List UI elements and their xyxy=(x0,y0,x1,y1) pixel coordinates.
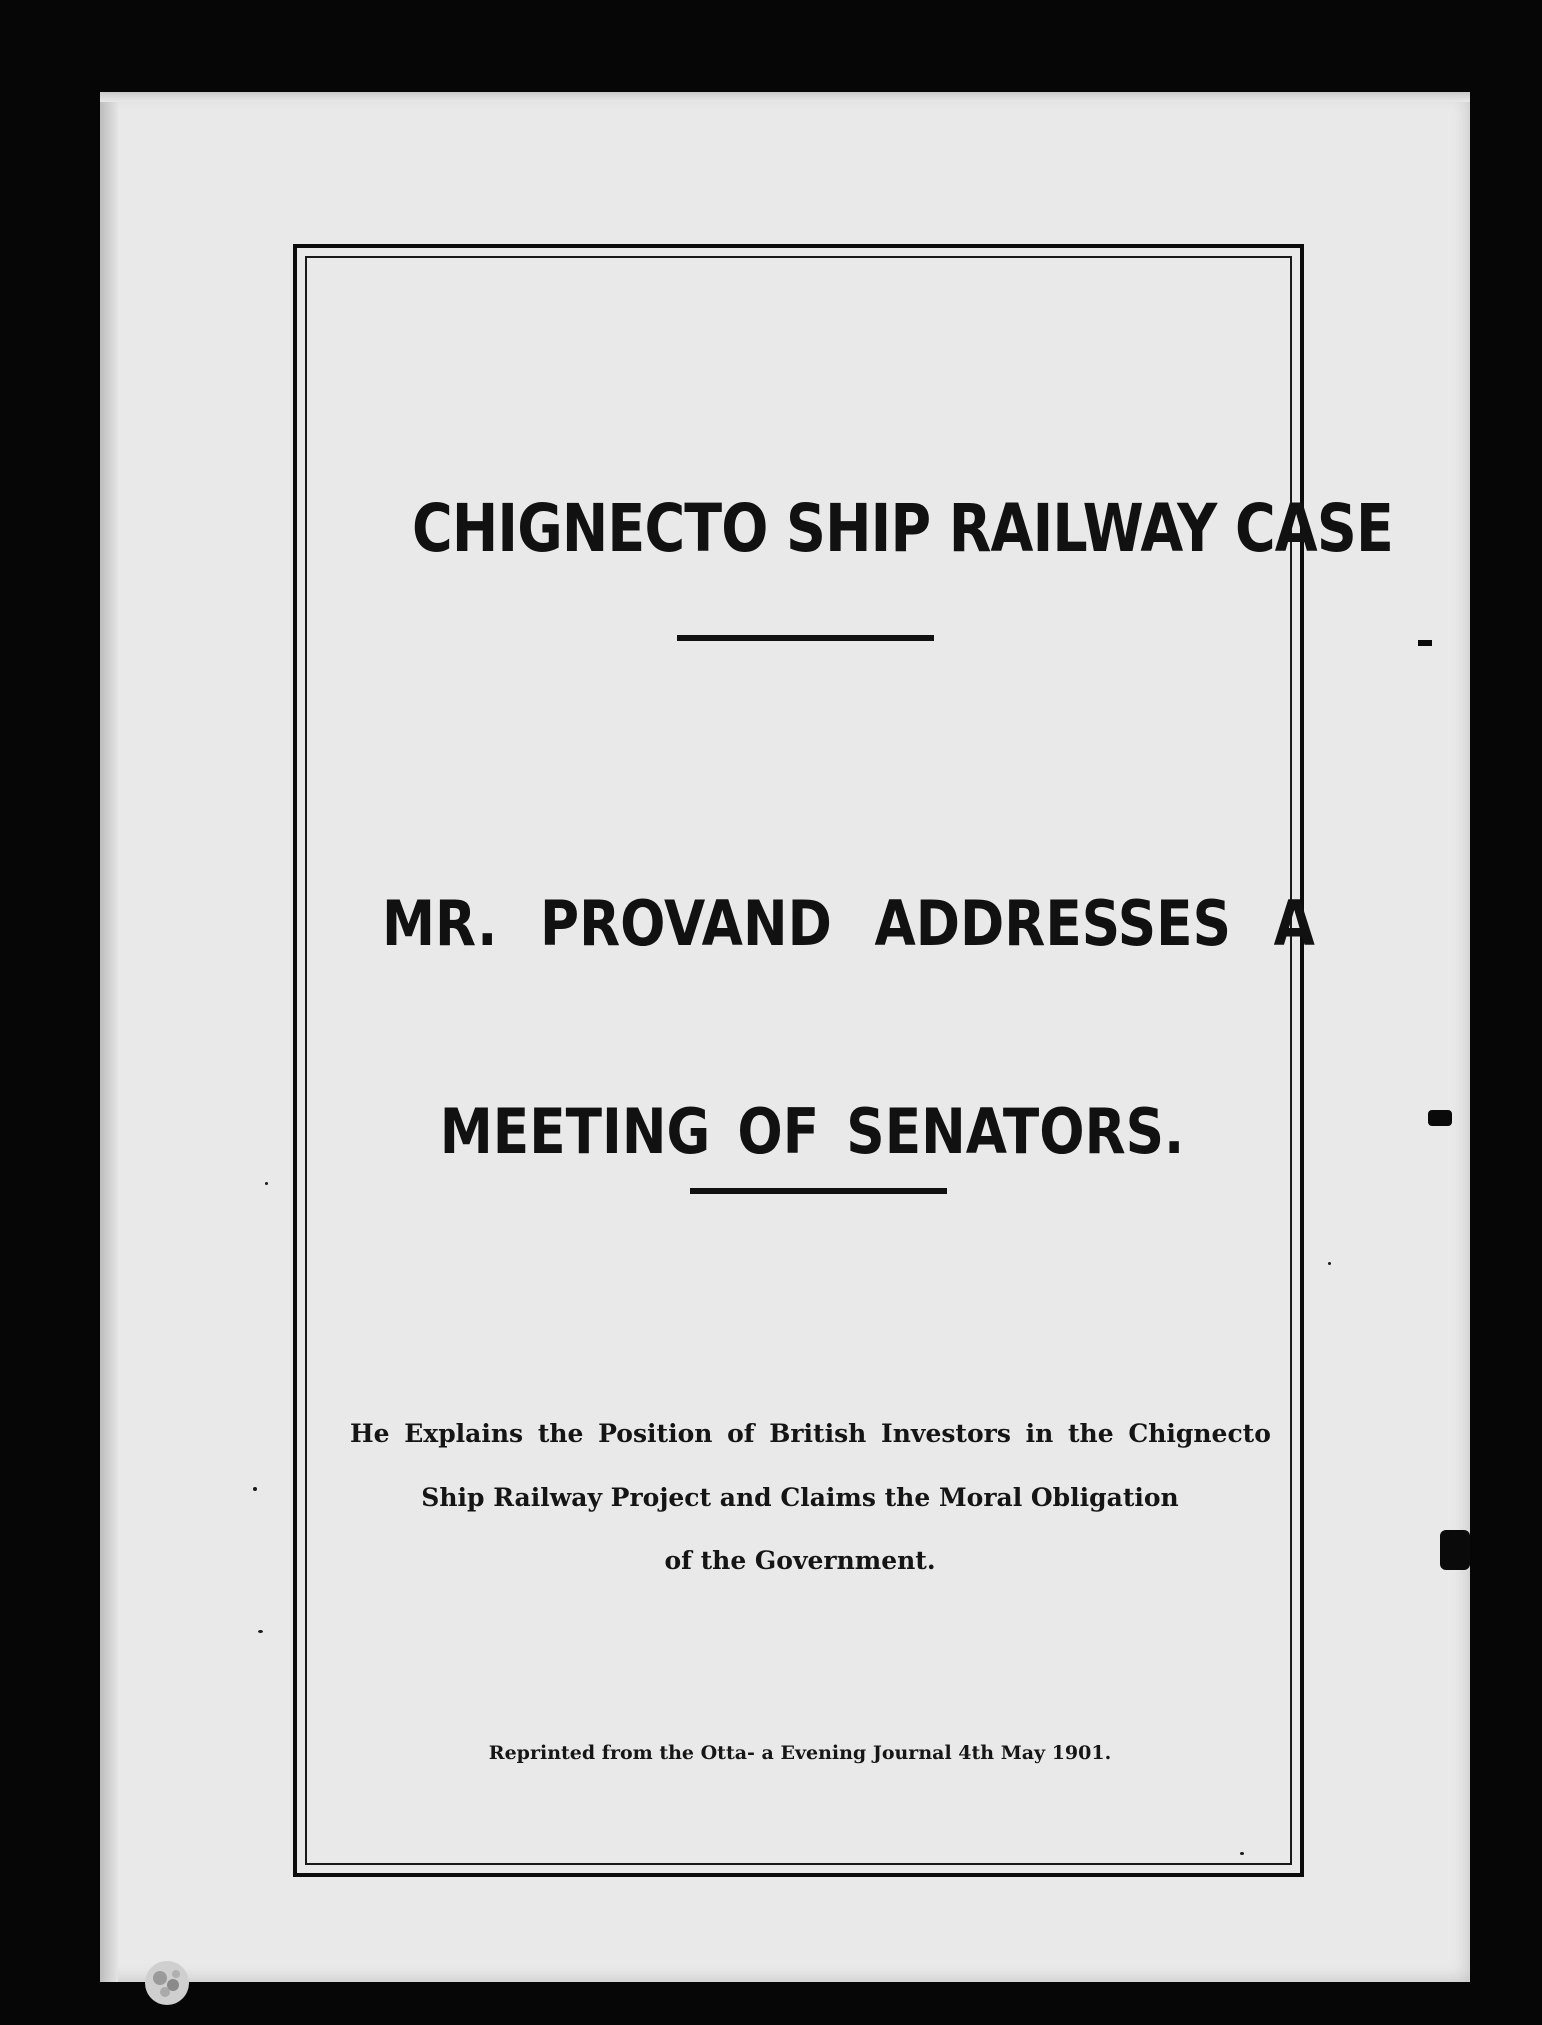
print-speck xyxy=(1328,1262,1331,1265)
page-edge-damage xyxy=(1418,640,1432,646)
print-speck xyxy=(258,1630,263,1633)
ink-smudge-mark xyxy=(138,1954,196,2012)
document-title: CHIGNECTO SHIP RAILWAY CASE xyxy=(412,490,1393,567)
summary-line-2: Ship Railway Project and Claims the Moral Obligation xyxy=(421,1483,1179,1512)
print-speck xyxy=(253,1487,257,1491)
summary-line-1: He Explains the Position of British Investors in the Chignecto xyxy=(350,1419,1271,1448)
reprint-credit: Reprinted from the Otta⁠- a Evening Journal 4th May 1901. xyxy=(488,1742,1112,1764)
summary-line-3: of the Government. xyxy=(664,1546,936,1575)
page-edge-damage xyxy=(1440,1530,1470,1570)
headline-divider-rule xyxy=(690,1188,947,1194)
page-shadow-left xyxy=(100,92,118,1982)
print-speck xyxy=(265,1182,268,1185)
print-speck xyxy=(1240,1852,1244,1855)
headline-line-2: MEETING OF SENATORS. xyxy=(439,1095,1185,1168)
headline-line-1: MR. PROVAND ADDRESSES A xyxy=(382,887,1315,960)
paper-sheet xyxy=(100,92,1470,1982)
title-divider-rule xyxy=(677,635,934,641)
page-edge-damage xyxy=(1428,1110,1452,1126)
page-shadow-top xyxy=(100,92,1470,102)
